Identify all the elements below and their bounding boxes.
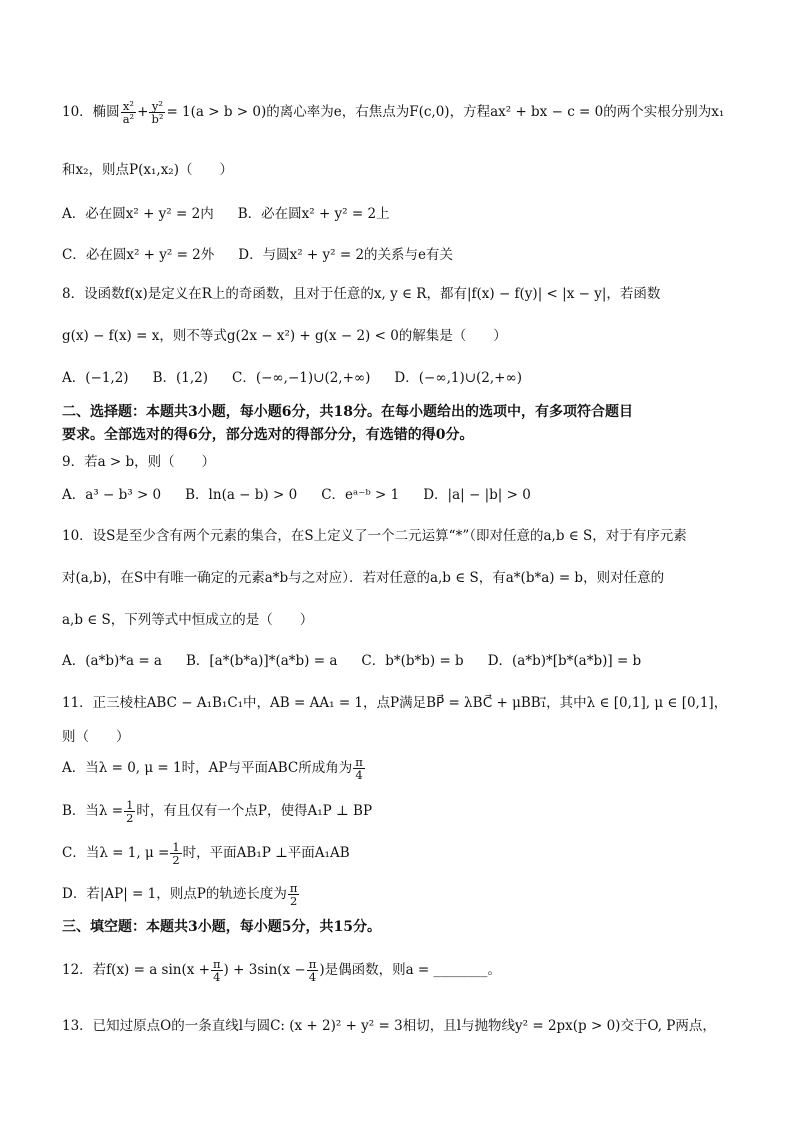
q10b-line2: 对(a,b)，在S中有唯一确定的元素a*b与之对应）．若对任意的a,b ∈ S，有a*(b*a) = b，则对任意的 [62,570,665,586]
q11-c-fraction: $\frac{1}{2}$ [172,840,180,867]
q9-stem: 9．若a > b，则（ ） [62,454,216,470]
q8-option-d: D．(−∞,1)∪(2,+∞) [394,370,522,386]
q9-option-c: C．eᵃ⁻ᵇ > 1 [321,487,400,503]
q9-option-b: B．ln(a − b) > 0 [185,487,298,503]
q10a-options-row2 [62,245,477,265]
q11-b-fraction: $\frac{1}{2}$ [126,798,134,825]
q10b-line3: a,b ∈ S，下列等式中恒成立的是（ ） [62,612,314,628]
q12-fraction-1: $\frac{\pi}{4}$ [212,957,221,984]
q11-line1: 11．正三棱柱ABC − A₁B₁C₁中，AB = AA₁ = 1，点P满足BP⃗ = λBC⃗ + μBB₁⃗，其中λ ∈ [0,1], μ ∈ [0,1]， [62,695,728,711]
q12-line: 12．若f(x) = a sin(x + $\frac{\pi}{4}$ ) + 3sin(x − $\frac{\pi}{4}$ )是偶函数，则a = ________。 [62,957,502,984]
q9-options [62,485,555,505]
q11-option-c: C．当λ = 1, μ = $\frac{1}{2}$ 时，平面AB₁P ⊥平面A₁AB [62,840,350,867]
q11-option-a: A．当λ = 0, μ = 1时，AP与平面ABC所成角为 $\frac{\pi}{4}$ [62,755,363,782]
q10a-option-d: D．与圆x² + y² = 2的关系与e有关 [238,247,454,263]
q10b-option-b: B．[a*(b*a)]*(a*b) = a [185,653,338,669]
q10a-option-b: B．必在圆x² + y² = 2上 [237,206,390,222]
q13-line1: 13．已知过原点O的一条直线l与圆C: (x + 2)² + y² = 3相切，且l与抛物线y² = 2px(p > 0)交于O, P两点， [62,1018,716,1034]
q11-d-fraction: $\frac{\pi}{2}$ [289,881,298,908]
q10a-options-row1 [62,204,414,224]
section2-heading-line1: 二、选择题：本题共3小题，每小题6分，共18分。在每小题给出的选项中，有多项符合题目 [62,404,633,420]
q11-option-d: D．若|AP| = 1，则点P的轨迹长度为 $\frac{\pi}{2}$ [62,881,298,908]
q11-line2: 则（ ） [62,729,130,745]
q10b-option-c: C．b*(b*b) = b [361,653,464,669]
q10b-options [62,651,665,671]
q11-a-fraction: $\frac{\pi}{4}$ [355,755,363,782]
section2-heading-line2: 要求。全部选对的得6分，部分选对的得部分分，有选错的得0分。 [62,427,474,443]
q10a-option-c: C．必在圆x² + y² = 2外 [62,247,215,263]
q8-line2: g(x) − f(x) = x，则不等式g(2x − x²) + g(x − 2) < 0的解集是（ ） [62,328,507,344]
q10b-option-a: A．(a*b)*a = a [62,653,162,669]
q10a-stem-line1: 10．椭圆 $\frac{\text{x²}}{\text{a²}}$ + $\frac{\text{y²}}{\text{b²}}$ = 1(a > b > 0)的离心率为e，右焦点为F(c,0)，方程ax² + bx − c = 0的两个实根分别为x₁ [62,99,725,126]
q8-option-a: A．(−1,2) [62,370,129,386]
q12-fraction-2: $\frac{\pi}{4}$ [308,957,317,984]
q8-option-b: B．(1,2) [152,370,209,386]
q11-option-b: B．当λ = $\frac{1}{2}$ 时，有且仅有一个点P，使得A₁P ⊥ BP [62,798,373,825]
q10b-option-d: D．(a*b)*[b*(a*b)] = b [487,653,642,669]
q8-option-c: C．(−∞,−1)∪(2,+∞) [232,370,371,386]
q8-options [62,368,546,388]
q10a-option-a: A．必在圆x² + y² = 2内 [62,206,214,222]
q10b-line1: 10．设S是至少含有两个元素的集合，在S上定义了一个二元运算“*”（即对任意的a,b ∈ S，对于有序元素 [62,528,687,544]
q9-option-d: D．|a| − |b| > 0 [423,487,531,503]
q10a-frac-y: $\frac{\text{y²}}{\text{b²}}$ [151,99,164,126]
q9-option-a: A．a³ − b³ > 0 [62,487,162,503]
q10a-frac-x: $\frac{\text{x²}}{\text{a²}}$ [122,99,135,126]
q8-line1: 8．设函数f(x)是定义在R上的奇函数，且对于任意的x, y ∈ R，都有|f(x) − f(y)| < |x − y|，若函数 [62,286,661,302]
q10a-stem-text: 10．椭圆 [62,104,120,120]
q10a-stem-line2: 和x₂，则点P(x₁,x₂)（ ） [62,162,233,178]
section3-heading: 三、填空题：本题共3小题，每小题5分，共15分。 [62,919,381,935]
